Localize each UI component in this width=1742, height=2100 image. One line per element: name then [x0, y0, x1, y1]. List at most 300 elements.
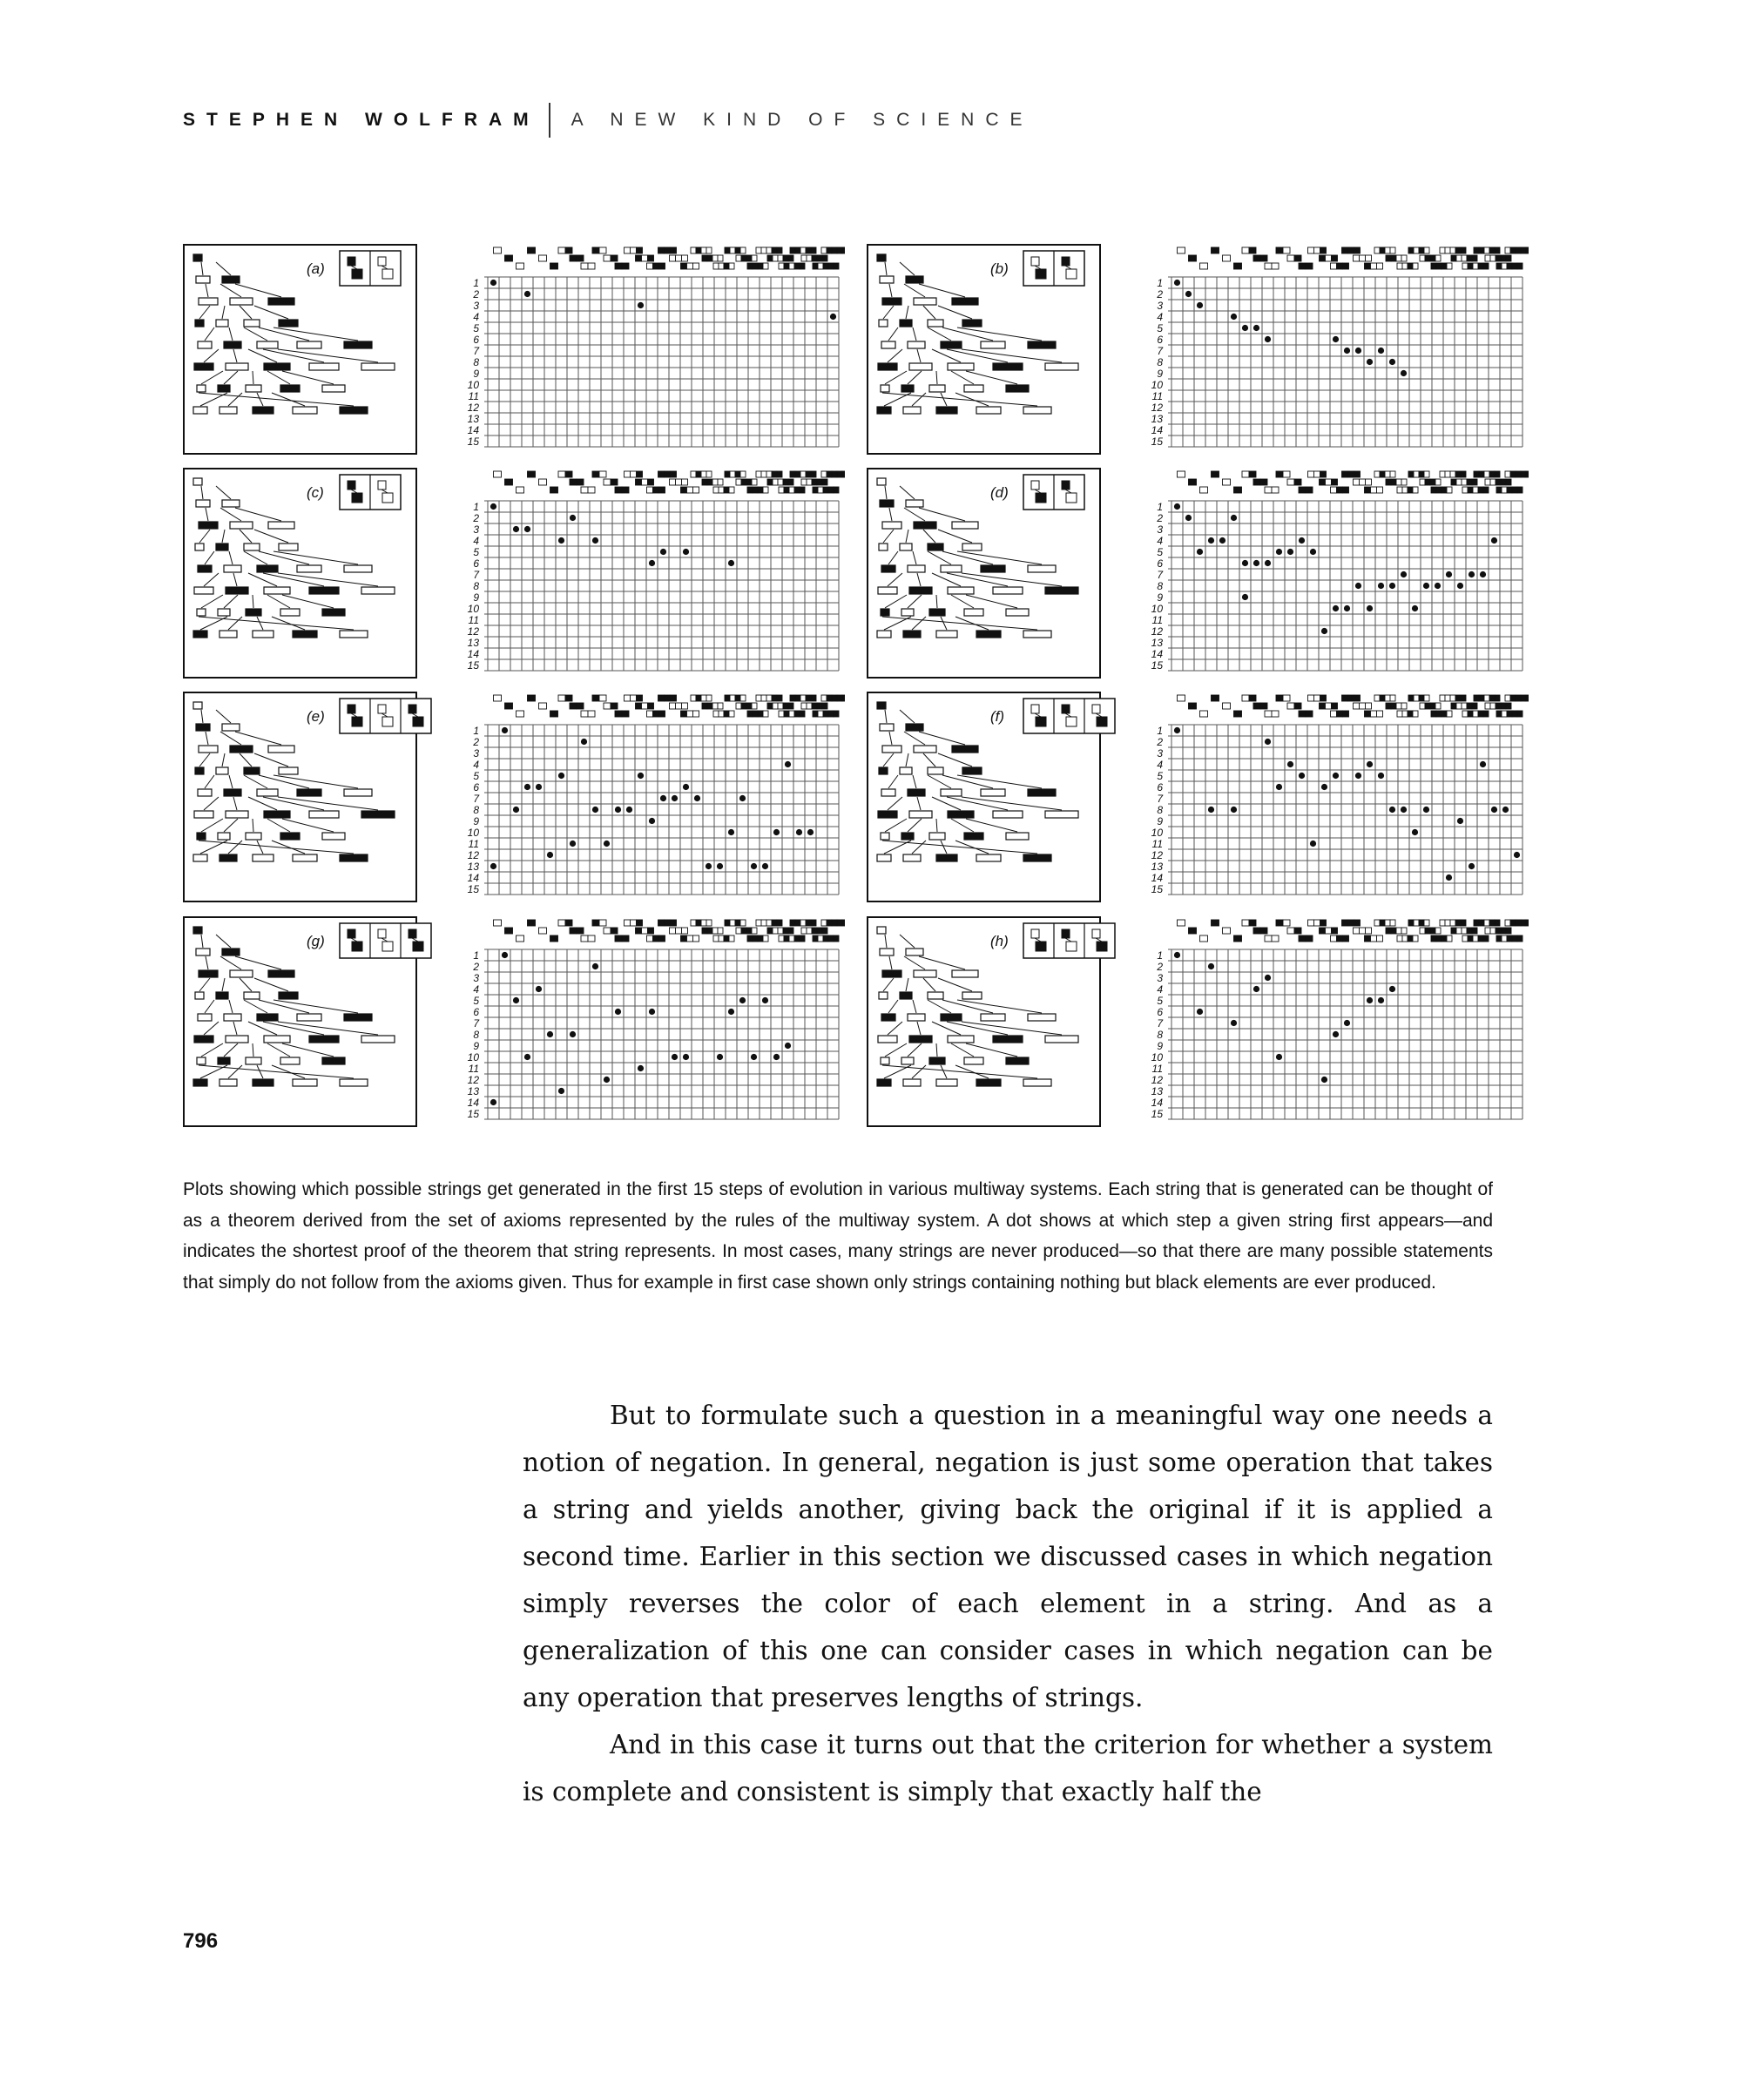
first-appearance-dot	[626, 807, 632, 813]
row-label: 2	[1157, 736, 1163, 748]
first-appearance-dot	[638, 302, 644, 308]
first-appearance-dot	[1299, 773, 1305, 779]
first-appearance-dot	[592, 807, 598, 813]
first-appearance-dot	[1469, 571, 1475, 577]
first-appearance-dot	[1174, 280, 1180, 286]
row-label: 3	[1157, 300, 1163, 312]
row-label: 5	[1157, 546, 1163, 558]
row-label: 6	[1157, 781, 1163, 793]
first-appearance-dot	[1378, 583, 1384, 589]
row-label: 15	[1151, 436, 1163, 448]
row-label: 3	[1157, 523, 1163, 536]
header-divider	[549, 103, 550, 138]
first-appearance-dot	[1253, 325, 1259, 331]
row-label: 15	[1151, 659, 1163, 672]
row-label: 13	[467, 861, 479, 873]
figure-panel-c	[183, 466, 845, 679]
first-appearance-dot	[1389, 359, 1395, 365]
row-label: 12	[467, 849, 479, 861]
header-book-title: A NEW KIND OF SCIENCE	[571, 110, 1034, 130]
row-label: 10	[467, 1051, 479, 1064]
first-appearance-dot	[1333, 773, 1339, 779]
first-appearance-dot	[1287, 761, 1293, 767]
first-appearance-dot	[1208, 537, 1214, 544]
row-label: 8	[1157, 580, 1163, 592]
row-label: 14	[467, 424, 479, 436]
first-appearance-dot	[1276, 549, 1282, 555]
first-appearance-dot	[1457, 583, 1463, 589]
panel-label: (g)	[307, 933, 325, 949]
rules-icon-box	[1023, 251, 1084, 286]
string-column-headers	[494, 695, 846, 717]
first-appearance-dot	[807, 829, 814, 835]
rules-icon-box	[340, 251, 401, 286]
panel-label: (h)	[990, 933, 1009, 949]
step-grid	[484, 725, 839, 895]
first-appearance-dot	[547, 852, 553, 858]
first-appearance-dot	[773, 829, 780, 835]
first-appearance-dot	[1287, 549, 1293, 555]
row-label: 7	[1157, 345, 1163, 357]
row-label: 12	[467, 625, 479, 638]
first-appearance-dot	[1197, 302, 1203, 308]
row-label: 7	[473, 793, 479, 805]
string-column-headers	[1178, 471, 1529, 493]
row-label: 14	[467, 1097, 479, 1109]
row-label: 14	[1151, 872, 1163, 884]
row-label: 14	[1151, 648, 1163, 660]
row-label: 13	[1151, 637, 1163, 649]
figure-panel-b	[867, 242, 1529, 456]
first-appearance-dot	[558, 773, 564, 779]
first-appearance-dot	[638, 1065, 644, 1071]
header-author: STEPHEN WOLFRAM	[183, 110, 540, 130]
first-appearance-dot	[830, 314, 836, 320]
row-label: 8	[473, 804, 479, 816]
row-label: 15	[467, 883, 479, 895]
row-label: 13	[1151, 1085, 1163, 1097]
first-appearance-dot	[1401, 807, 1407, 813]
first-appearance-dot	[672, 1054, 678, 1060]
first-appearance-dot	[490, 863, 496, 869]
first-appearance-dot	[547, 1031, 553, 1037]
first-appearance-dot	[1253, 560, 1259, 566]
first-appearance-dot	[490, 280, 496, 286]
row-label: 9	[1157, 368, 1163, 380]
row-label: 4	[1157, 311, 1163, 323]
row-label: 9	[473, 368, 479, 380]
first-appearance-dot	[660, 549, 666, 555]
row-label: 6	[1157, 557, 1163, 570]
row-label: 10	[1151, 827, 1163, 839]
first-appearance-dot	[672, 795, 678, 801]
row-label: 1	[473, 277, 479, 289]
first-appearance-dot	[1321, 1077, 1327, 1083]
first-appearance-dot	[1378, 773, 1384, 779]
row-label: 4	[473, 983, 479, 996]
first-appearance-dot	[717, 863, 723, 869]
first-appearance-dot	[683, 784, 689, 790]
first-appearance-dot	[524, 1054, 530, 1060]
first-appearance-dot	[1423, 583, 1429, 589]
string-column-headers	[1178, 920, 1529, 942]
figure-caption: Plots showing which possible strings get generated in the first 15 steps of evolution in various multiway systems. Each string that is generated can be thought of as a theorem derived from the set of axioms represented by the rules of the multiway system. A dot shows at which step a given string first appears—and indicates the shortest proof of the theorem that string represents. In most cases, many strings are never produced—so that there are many possible statements that simply do not follow from the axioms given. Thus for example in first case shown only strings containing nothing but black elements are ever produced.	[183, 1179, 1493, 1293]
row-label: 6	[1157, 1006, 1163, 1018]
row-label: 5	[473, 322, 479, 334]
first-appearance-dot	[762, 997, 768, 1003]
first-appearance-dot	[536, 986, 542, 992]
first-appearance-dot	[524, 291, 530, 297]
row-label: 12	[467, 402, 479, 414]
row-label: 6	[473, 334, 479, 346]
first-appearance-dot	[739, 997, 746, 1003]
first-appearance-dot	[1446, 571, 1452, 577]
first-appearance-dot	[1423, 807, 1429, 813]
row-label: 11	[1151, 838, 1163, 850]
page-number: 796	[183, 1929, 219, 1953]
row-label: 14	[467, 648, 479, 660]
row-label: 2	[1157, 288, 1163, 300]
first-appearance-dot	[739, 795, 746, 801]
first-appearance-dot	[1401, 571, 1407, 577]
row-label: 5	[473, 546, 479, 558]
first-appearance-dot	[581, 739, 587, 745]
first-appearance-dot	[1344, 605, 1350, 611]
row-label: 2	[1157, 512, 1163, 524]
first-appearance-dot	[570, 841, 576, 847]
panel-label: (a)	[307, 260, 325, 277]
step-grid	[484, 949, 839, 1119]
row-label: 6	[473, 557, 479, 570]
first-appearance-dot	[1253, 986, 1259, 992]
first-appearance-dot	[615, 1009, 621, 1015]
row-label: 7	[473, 345, 479, 357]
string-column-headers	[1178, 247, 1529, 269]
row-label: 10	[467, 603, 479, 615]
row-label: 8	[473, 580, 479, 592]
first-appearance-dot	[649, 1009, 655, 1015]
figure-panel-a	[183, 242, 845, 456]
first-appearance-dot	[751, 1054, 757, 1060]
figure-panel-e	[183, 690, 845, 903]
rules-icon-box	[340, 923, 431, 958]
string-column-headers	[494, 471, 846, 493]
figure-panel-f	[867, 690, 1529, 903]
row-label: 9	[473, 815, 479, 827]
first-appearance-dot	[762, 863, 768, 869]
first-appearance-dot	[1242, 560, 1248, 566]
first-appearance-dot	[1367, 997, 1373, 1003]
first-appearance-dot	[1231, 807, 1237, 813]
first-appearance-dot	[1321, 628, 1327, 634]
first-appearance-dot	[524, 526, 530, 532]
first-appearance-dot	[1389, 583, 1395, 589]
row-label: 4	[1157, 983, 1163, 996]
row-label: 13	[1151, 861, 1163, 873]
first-appearance-dot	[1265, 560, 1271, 566]
panel-label: (f)	[990, 708, 1005, 725]
first-appearance-dot	[1185, 291, 1192, 297]
running-header	[183, 103, 1034, 138]
first-appearance-dot	[524, 784, 530, 790]
row-label: 4	[1157, 759, 1163, 771]
figure-panel-d	[867, 466, 1529, 679]
first-appearance-dot	[1412, 605, 1418, 611]
first-appearance-dot	[1514, 852, 1520, 858]
row-label: 5	[1157, 770, 1163, 782]
first-appearance-dot	[785, 761, 791, 767]
first-appearance-dot	[1242, 325, 1248, 331]
row-label: 5	[473, 770, 479, 782]
first-appearance-dot	[1389, 986, 1395, 992]
first-appearance-dot	[1333, 336, 1339, 342]
first-appearance-dot	[592, 537, 598, 544]
first-appearance-dot	[1174, 952, 1180, 958]
first-appearance-dot	[1310, 841, 1316, 847]
first-appearance-dot	[1480, 761, 1486, 767]
first-appearance-dot	[1231, 515, 1237, 521]
rules-icon-box	[340, 699, 431, 733]
first-appearance-dot	[728, 1009, 734, 1015]
first-appearance-dot	[490, 503, 496, 510]
first-appearance-dot	[604, 841, 610, 847]
first-appearance-dot	[490, 1099, 496, 1105]
row-label: 7	[1157, 793, 1163, 805]
row-label: 12	[467, 1074, 479, 1086]
row-label: 9	[473, 1040, 479, 1052]
row-label: 8	[1157, 356, 1163, 368]
first-appearance-dot	[1265, 739, 1271, 745]
first-appearance-dot	[1378, 997, 1384, 1003]
row-label: 5	[1157, 995, 1163, 1007]
first-appearance-dot	[1491, 537, 1497, 544]
row-label: 12	[1151, 849, 1163, 861]
rules-icon-box	[1023, 475, 1084, 510]
step-grid	[1168, 725, 1523, 895]
rules-icon-box	[340, 475, 401, 510]
first-appearance-dot	[570, 1031, 576, 1037]
first-appearance-dot	[1174, 503, 1180, 510]
row-label: 3	[473, 523, 479, 536]
first-appearance-dot	[502, 952, 508, 958]
row-label: 12	[1151, 625, 1163, 638]
first-appearance-dot	[558, 1088, 564, 1094]
row-label: 11	[468, 614, 479, 626]
first-appearance-dot	[773, 1054, 780, 1060]
row-label: 3	[473, 300, 479, 312]
step-grid	[1168, 277, 1523, 447]
first-appearance-dot	[502, 727, 508, 733]
first-appearance-dot	[1276, 1054, 1282, 1060]
row-label: 7	[1157, 569, 1163, 581]
row-label: 11	[1151, 1063, 1163, 1075]
row-label: 1	[473, 725, 479, 737]
first-appearance-dot	[558, 537, 564, 544]
row-label: 11	[468, 390, 479, 402]
first-appearance-dot	[683, 549, 689, 555]
first-appearance-dot	[1208, 807, 1214, 813]
first-appearance-dot	[660, 795, 666, 801]
first-appearance-dot	[717, 1054, 723, 1060]
row-label: 12	[1151, 1074, 1163, 1086]
first-appearance-dot	[1446, 874, 1452, 881]
first-appearance-dot	[1469, 863, 1475, 869]
row-label: 10	[1151, 379, 1163, 391]
row-label: 15	[467, 659, 479, 672]
rules-icon-box	[1023, 923, 1115, 958]
panel-label: (c)	[307, 484, 324, 501]
first-appearance-dot	[1435, 583, 1441, 589]
body-text	[523, 1392, 1493, 1815]
row-label: 12	[1151, 402, 1163, 414]
row-label: 2	[1157, 961, 1163, 973]
row-label: 9	[1157, 591, 1163, 604]
panel-label: (e)	[307, 708, 325, 725]
row-label: 6	[1157, 334, 1163, 346]
row-label: 14	[1151, 1097, 1163, 1109]
first-appearance-dot	[513, 807, 519, 813]
first-appearance-dot	[1367, 605, 1373, 611]
row-label: 2	[473, 961, 479, 973]
first-appearance-dot	[1457, 818, 1463, 824]
row-label: 15	[467, 436, 479, 448]
first-appearance-dot	[1355, 583, 1361, 589]
first-appearance-dot	[796, 829, 802, 835]
row-label: 8	[473, 356, 479, 368]
first-appearance-dot	[1231, 314, 1237, 320]
row-label: 1	[1157, 501, 1163, 513]
first-appearance-dot	[1344, 1020, 1350, 1026]
first-appearance-dot	[1412, 829, 1418, 835]
first-appearance-dot	[536, 784, 542, 790]
row-label: 1	[473, 949, 479, 962]
first-appearance-dot	[1333, 1031, 1339, 1037]
first-appearance-dot	[1265, 975, 1271, 981]
row-label: 11	[468, 838, 479, 850]
step-grid	[1168, 501, 1523, 671]
row-label: 3	[1157, 972, 1163, 984]
row-label: 5	[473, 995, 479, 1007]
row-label: 11	[468, 1063, 479, 1075]
first-appearance-dot	[570, 515, 576, 521]
row-label: 13	[467, 637, 479, 649]
first-appearance-dot	[751, 863, 757, 869]
row-label: 4	[473, 311, 479, 323]
first-appearance-dot	[1480, 571, 1486, 577]
row-label: 14	[1151, 424, 1163, 436]
row-label: 2	[473, 288, 479, 300]
first-appearance-dot	[683, 1054, 689, 1060]
body-paragraph-1: But to formulate such a question in a meaningful way one needs a notion of negation. In general, negation is just some operation that takes a string and yields another, giving back the original if it is applied a second time. Earlier in this section we discussed cases in which negation simply reverses the color of each element in a string. And as a generalization of this one can consider cases in which negation can be any operation that preserves lengths of strings.	[523, 1401, 1493, 1712]
first-appearance-dot	[706, 863, 712, 869]
first-appearance-dot	[1321, 784, 1327, 790]
string-column-headers	[494, 247, 846, 269]
row-label: 11	[1151, 390, 1163, 402]
first-appearance-dot	[1299, 537, 1305, 544]
row-label: 13	[1151, 413, 1163, 425]
first-appearance-dot	[1197, 549, 1203, 555]
first-appearance-dot	[1276, 784, 1282, 790]
panel-label: (b)	[990, 260, 1009, 277]
row-label: 5	[1157, 322, 1163, 334]
first-appearance-dot	[513, 997, 519, 1003]
first-appearance-dot	[649, 560, 655, 566]
row-label: 4	[473, 535, 479, 547]
figure-panel-h	[867, 915, 1529, 1128]
row-label: 7	[1157, 1017, 1163, 1030]
step-grid	[484, 501, 839, 671]
figure-panel-g	[183, 915, 845, 1128]
first-appearance-dot	[694, 795, 700, 801]
first-appearance-dot	[1491, 807, 1497, 813]
first-appearance-dot	[1310, 549, 1316, 555]
first-appearance-dot	[604, 1077, 610, 1083]
first-appearance-dot	[785, 1043, 791, 1049]
row-label: 6	[473, 781, 479, 793]
row-label: 3	[473, 747, 479, 760]
row-label: 13	[467, 1085, 479, 1097]
first-appearance-dot	[1344, 348, 1350, 354]
row-label: 8	[473, 1029, 479, 1041]
first-appearance-dot	[1265, 336, 1271, 342]
row-label: 8	[1157, 1029, 1163, 1041]
row-label: 10	[467, 379, 479, 391]
string-column-headers	[494, 920, 846, 942]
first-appearance-dot	[728, 829, 734, 835]
row-label: 9	[473, 591, 479, 604]
row-label: 11	[1151, 614, 1163, 626]
row-label: 9	[1157, 1040, 1163, 1052]
row-label: 4	[473, 759, 479, 771]
first-appearance-dot	[1242, 594, 1248, 600]
row-label: 4	[1157, 535, 1163, 547]
first-appearance-dot	[1355, 348, 1361, 354]
row-label: 7	[473, 569, 479, 581]
row-label: 1	[1157, 725, 1163, 737]
first-appearance-dot	[728, 560, 734, 566]
first-appearance-dot	[1367, 359, 1373, 365]
row-label: 10	[1151, 603, 1163, 615]
row-label: 1	[1157, 277, 1163, 289]
row-label: 7	[473, 1017, 479, 1030]
row-label: 9	[1157, 815, 1163, 827]
first-appearance-dot	[1208, 963, 1214, 969]
first-appearance-dot	[1502, 807, 1509, 813]
first-appearance-dot	[1367, 761, 1373, 767]
first-appearance-dot	[1355, 773, 1361, 779]
first-appearance-dot	[615, 807, 621, 813]
row-label: 1	[473, 501, 479, 513]
row-label: 8	[1157, 804, 1163, 816]
row-label: 14	[467, 872, 479, 884]
row-label: 6	[473, 1006, 479, 1018]
row-label: 2	[473, 736, 479, 748]
first-appearance-dot	[649, 818, 655, 824]
first-appearance-dot	[1231, 1020, 1237, 1026]
row-label: 1	[1157, 949, 1163, 962]
step-grid	[1168, 949, 1523, 1119]
first-appearance-dot	[1401, 370, 1407, 376]
first-appearance-dot	[1185, 515, 1192, 521]
first-appearance-dot	[1197, 1009, 1203, 1015]
row-label: 15	[467, 1108, 479, 1120]
first-appearance-dot	[592, 963, 598, 969]
first-appearance-dot	[1219, 537, 1225, 544]
row-label: 3	[1157, 747, 1163, 760]
first-appearance-dot	[1174, 727, 1180, 733]
first-appearance-dot	[513, 526, 519, 532]
row-label: 10	[1151, 1051, 1163, 1064]
